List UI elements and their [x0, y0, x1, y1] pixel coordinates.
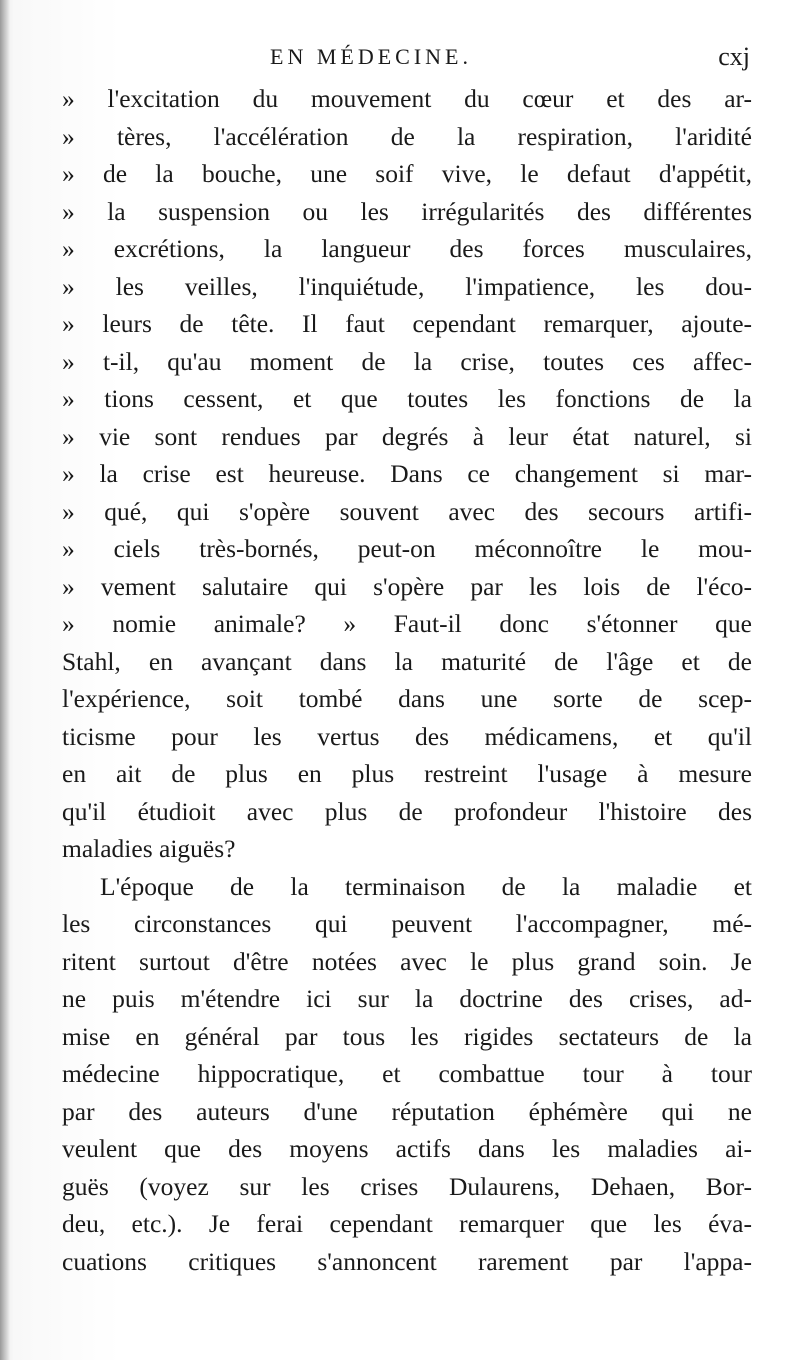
text-line: » excrétions, la langueur des forces musculaires, — [62, 234, 752, 263]
text-line: » t-il, qu'au moment de la crise, toutes ces affec- — [62, 346, 752, 376]
text-line: » vement salutaire qui s'opère par les lois de l'éco- — [62, 571, 752, 601]
text-line: » leurs de tête. Il faut cependant remarquer, ajoute- — [62, 309, 752, 338]
body-text — [62, 80, 752, 1280]
text-line: les circonstances qui peuvent l'accompagner, mé- — [62, 909, 752, 938]
text-line: qu'il étudioit avec plus de profondeur l'histoire des — [62, 796, 752, 826]
text-line: ticisme pour les vertus des médicamens, et qu'il — [62, 721, 752, 751]
text-line: l'expérience, soit tombé dans une sorte de scep- — [62, 684, 752, 713]
text-line: deu, etc.). Je ferai cependant remarquer que les éva- — [62, 1209, 752, 1238]
text-line: cuations critiques s'annoncent rarement par l'appa- — [62, 1246, 752, 1276]
text-line: Stahl, en avançant dans la maturité de l'âge et de — [62, 646, 752, 676]
text-line: en ait de plus en plus restreint l'usage à mesure — [62, 759, 752, 788]
text-line: » la crise est heureuse. Dans ce changement si mar- — [62, 459, 752, 488]
text-line: » tères, l'accélération de la respiration, l'aridité — [62, 121, 752, 151]
text-line: » l'excitation du mouvement du cœur et des ar- — [62, 84, 752, 113]
text-line: médecine hippocratique, et combattue tour à tour — [62, 1059, 752, 1088]
text-line: » tions cessent, et que toutes les fonctions de la — [62, 384, 752, 413]
text-line: par des auteurs d'une réputation éphémère qui ne — [62, 1096, 752, 1126]
text-line: » la suspension ou les irrégularités des différentes — [62, 196, 752, 226]
text-line: ritent surtout d'être notées avec le plus grand soin. Je — [62, 946, 752, 976]
paragraph-start-line: L'époque de la terminaison de la maladie et — [100, 871, 752, 901]
text-line: ne puis m'étendre ici sur la doctrine des crises, ad- — [62, 984, 752, 1013]
page-number: cxj — [718, 42, 750, 71]
text-line: » qué, qui s'opère souvent avec des secours artifi- — [62, 496, 752, 526]
text-line: » les veilles, l'inquiétude, l'impatience, les dou- — [62, 271, 752, 301]
text-line: guës (voyez sur les crises Dulaurens, Dehaen, Bor- — [62, 1171, 752, 1201]
text-line: » vie sont rendues par degrés à leur état naturel, si — [62, 421, 752, 451]
text-line: veulent que des moyens actifs dans les maladies ai- — [62, 1134, 752, 1163]
text-line: mise en général par tous les rigides sectateurs de la — [62, 1021, 752, 1051]
text-line: » ciels très-bornés, peut-on méconnoître le mou- — [62, 534, 752, 563]
page-edge-shadow — [0, 0, 10, 1360]
text-line: » nomie animale? » Faut-il donc s'étonner que — [62, 609, 752, 638]
text-line: » de la bouche, une soif vive, le defaut d'appétit, — [62, 159, 752, 188]
page-header — [60, 44, 750, 84]
paragraph-end-line: maladies aiguës? — [62, 834, 236, 863]
running-head: EN MÉDECINE. — [270, 44, 472, 69]
